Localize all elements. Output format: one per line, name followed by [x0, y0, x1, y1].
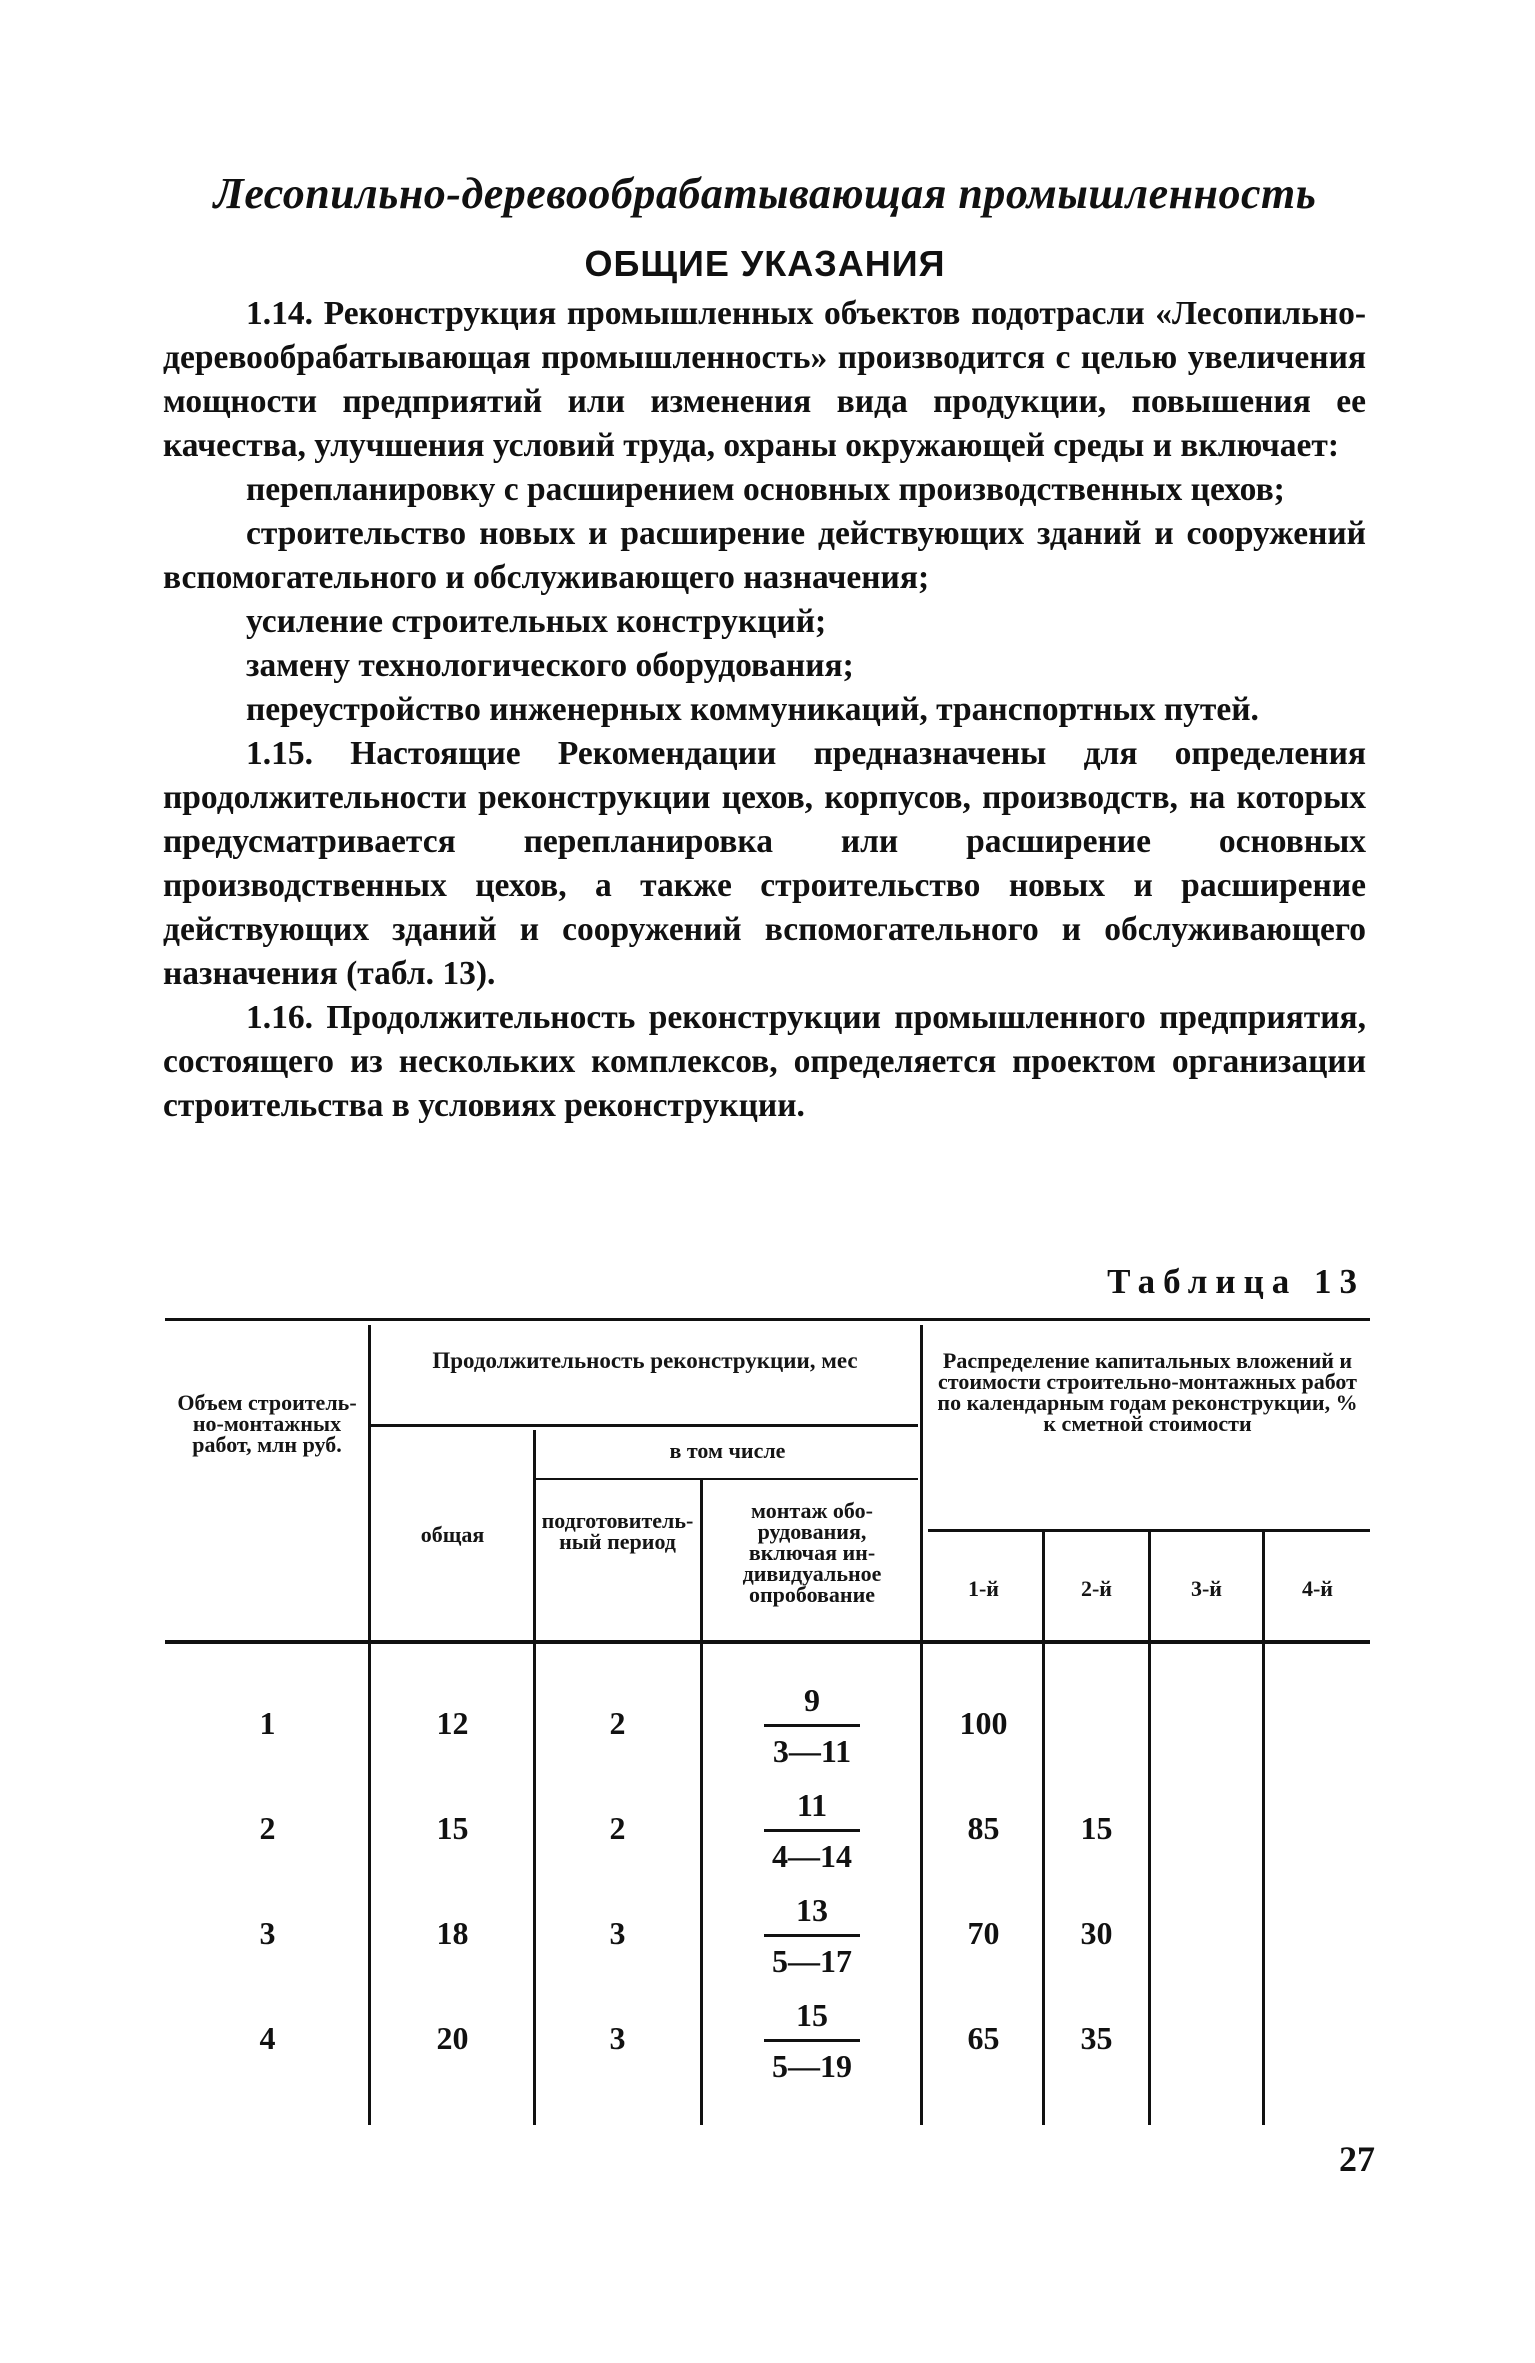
cell-preparatory: 3: [609, 2020, 626, 2056]
paragraph-1-16: [163, 996, 1366, 1128]
header-divider: [370, 1424, 918, 1427]
list-item: усиление строительных конструкций;: [246, 603, 827, 640]
cell-installation: [712, 1680, 912, 1771]
paragraph-text: Реконструкция промышленных объектов подотрасли «Лесопильно-деревообрабатывающая промышленность» производится с целью увеличения мощности предприятий или изменения вида продукции, повышения ее качества, улучшения условий труда, охраны окружающей среды и включает:: [163, 295, 1367, 464]
column-divider: [1148, 1532, 1151, 2125]
cell-total: 20: [436, 2020, 469, 2056]
table-header-rule: [165, 1640, 1370, 1644]
list-item: замену технологического оборудования;: [246, 647, 854, 684]
installation-range: 5—17: [772, 1943, 852, 1979]
page-number: 27: [1339, 2139, 1375, 2179]
fraction-bar: [764, 1724, 860, 1727]
cell-volume: 4: [259, 2020, 276, 2056]
cell-year-2: 15: [1080, 1810, 1113, 1846]
header-volume: Объем строительно-монтажных работ, млн руб.: [177, 1390, 357, 1457]
cell-year-1: 85: [967, 1810, 1000, 1846]
header-year-2: 2-й: [1080, 1576, 1112, 1601]
header-including: в том числе: [669, 1438, 786, 1463]
paragraph-text: Продолжительность реконструкции промышленного предприятия, состоящего из нескольких комплексов, определяется проектом организации строительства в условиях реконструкции.: [163, 999, 1367, 1124]
cell-volume: 3: [259, 1915, 276, 1951]
paragraph-text: Настоящие Рекомендации предназначены для определения продолжительности реконструкции цехов, корпусов, производств, на которых предусматривается перепланировка или расширение основных производственных цехов, а также строительство новых и расширение действующих зданий и сооружений вспомогательного и обслуживающего назначения (табл. 13).: [163, 735, 1367, 992]
header-divider: [535, 1478, 918, 1480]
body-text: [163, 292, 1366, 1128]
header-installation: монтаж оборудования, включая индивидуальное опробование: [742, 1498, 882, 1607]
installation-duration: 13: [796, 1892, 828, 1928]
paragraph-1-15: [163, 732, 1366, 996]
column-divider: [1262, 1532, 1265, 2125]
list-item: переустройство инженерных коммуникаций, транспортных путей.: [246, 691, 1259, 728]
cell-volume: 2: [259, 1810, 276, 1846]
header-year-3: 3-й: [1190, 1576, 1222, 1601]
cell-preparatory: 2: [609, 1810, 626, 1846]
cell-volume: 1: [259, 1705, 276, 1741]
header-year-4: 4-й: [1301, 1576, 1333, 1601]
header-total: общая: [420, 1522, 485, 1547]
fraction-bar: [764, 1934, 860, 1937]
cell-total: 18: [436, 1915, 469, 1951]
installation-range: 4—14: [772, 1838, 852, 1874]
cell-installation: [712, 1995, 912, 2086]
table-caption: Таблица 13: [1107, 1262, 1365, 1301]
header-distribution: Распределение капитальных вложений и стоимости строительно-монтажных работ по календарным годам реконструкции, % к сметной стоимости: [937, 1348, 1358, 1436]
fraction-bar: [764, 2039, 860, 2042]
cell-year-2: 35: [1080, 2020, 1113, 2056]
installation-duration: 9: [804, 1682, 820, 1718]
column-divider: [700, 1480, 703, 2125]
column-divider: [368, 1325, 371, 2125]
section-title: Лесопильно-деревообрабатывающая промышленность: [213, 169, 1317, 218]
cell-year-1: 100: [959, 1705, 1008, 1741]
cell-total: 15: [436, 1810, 469, 1846]
installation-range: 3—11: [772, 1733, 852, 1769]
header-year-1: 1-й: [967, 1576, 999, 1601]
list-item: строительство новых и расширение действующих зданий и сооружений вспомогательного и обслуживающего назначения;: [163, 515, 1366, 596]
list-item: перепланировку с расширением основных производственных цехов;: [246, 471, 1285, 508]
paragraph-1-14: [163, 292, 1366, 468]
paragraph-number: 1.16.: [246, 999, 313, 1036]
installation-duration: 11: [796, 1787, 828, 1823]
table-top-rule: [165, 1318, 1370, 1321]
installation-duration: 15: [796, 1997, 828, 2033]
column-divider: [920, 1325, 923, 2125]
cell-year-1: 70: [967, 1915, 1000, 1951]
cell-total: 12: [436, 1705, 469, 1741]
paragraph-number: 1.15.: [246, 735, 313, 772]
cell-installation: [712, 1785, 912, 1876]
header-preparatory: подготовительный период: [541, 1508, 694, 1554]
cell-installation: [712, 1890, 912, 1981]
cell-preparatory: 2: [609, 1705, 626, 1741]
cell-year-2: 30: [1080, 1915, 1113, 1951]
cell-year-1: 65: [967, 2020, 1000, 2056]
paragraph-number: 1.14.: [246, 295, 313, 332]
fraction-bar: [764, 1829, 860, 1832]
subheading: ОБЩИЕ УКАЗАНИЯ: [584, 243, 946, 284]
installation-range: 5—19: [772, 2048, 852, 2084]
column-divider: [533, 1430, 536, 2125]
cell-preparatory: 3: [609, 1915, 626, 1951]
header-duration: Продолжительность реконструкции, мес: [432, 1348, 858, 1373]
